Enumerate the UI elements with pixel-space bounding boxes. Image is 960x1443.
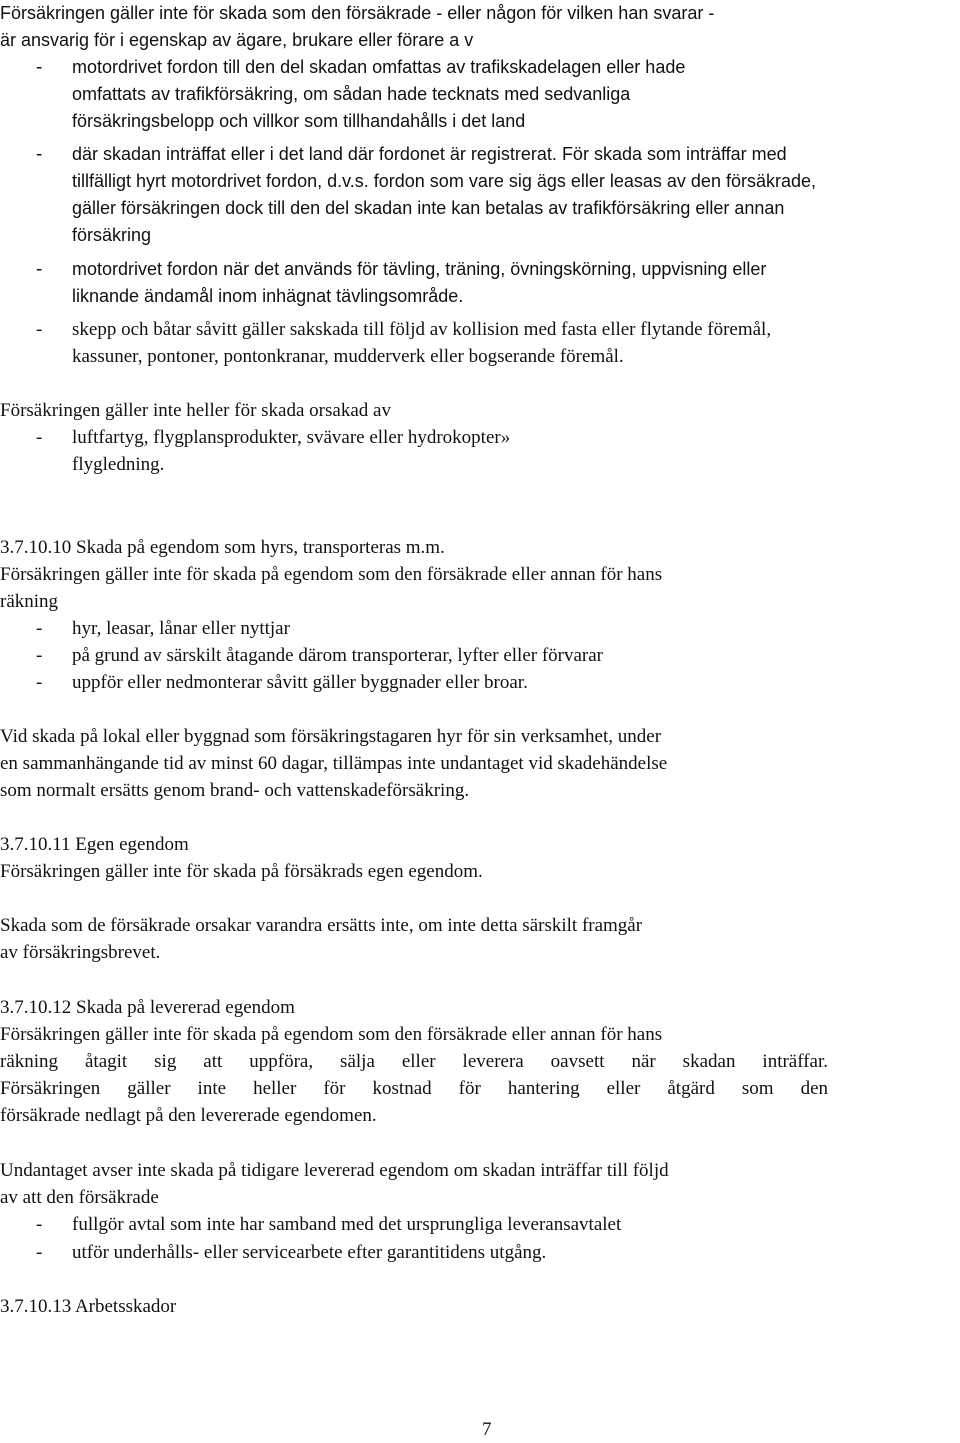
paragraph-line: Försäkringen gäller inte heller för kostnad för hantering eller åtgärd som den bbox=[0, 1078, 828, 1099]
list-item-line: motordrivet fordon när det används för tävling, träning, övningskörning, uppvisning eller bbox=[72, 259, 767, 279]
list-item-line: på grund av särskilt åtagande därom transporterar, lyfter eller förvarar bbox=[72, 645, 603, 666]
paragraph-line: är ansvarig för i egenskap av ägare, brukare eller förare a v bbox=[0, 30, 474, 50]
section-heading: 3.7.10.12 Skada på levererad egendom bbox=[0, 997, 295, 1018]
paragraph-line: en sammanhängande tid av minst 60 dagar, tillämpas inte undantaget vid skadehändelse bbox=[0, 753, 668, 774]
paragraph-line: Undantaget avser inte skada på tidigare levererad egendom om skadan inträffar till följd bbox=[0, 1160, 669, 1181]
list-item-line: motordrivet fordon till den del skadan omfattas av trafikskadelagen eller hade bbox=[72, 57, 686, 77]
list-item-line: flygledning. bbox=[72, 454, 165, 475]
paragraph-line: Försäkringen gäller inte för skada på egendom som den försäkrade eller annan för hans bbox=[0, 564, 663, 585]
list-dash: - bbox=[36, 645, 43, 666]
paragraph-line: Vid skada på lokal eller byggnad som försäkringstagaren hyr för sin verksamhet, under bbox=[0, 726, 662, 747]
section-heading: 3.7.10.13 Arbetsskador bbox=[0, 1296, 177, 1317]
list-item-line: hyr, leasar, lånar eller nyttjar bbox=[72, 618, 290, 639]
paragraph-line: av försäkringsbrevet. bbox=[0, 942, 161, 963]
list-item-line: skepp och båtar såvitt gäller sakskada till följd av kollision med fasta eller flytande föremål, bbox=[72, 319, 772, 340]
paragraph-line: av att den försäkrade bbox=[0, 1187, 159, 1208]
list-dash: - bbox=[36, 672, 43, 693]
list-item-line: försäkring bbox=[72, 225, 152, 245]
list-dash: - bbox=[36, 144, 43, 165]
list-dash: - bbox=[36, 1242, 43, 1263]
list-dash: - bbox=[36, 259, 43, 280]
list-dash: - bbox=[36, 1214, 43, 1235]
list-item-line: gäller försäkringen dock till den del skadan inte kan betalas av trafikförsäkring eller annan bbox=[72, 198, 785, 218]
paragraph-line: räkning åtagit sig att uppföra, sälja eller leverera oavsett när skadan inträffar. bbox=[0, 1051, 828, 1072]
paragraph-line: Försäkringen gäller inte för skada på försäkrads egen egendom. bbox=[0, 861, 483, 882]
section-heading: 3.7.10.11 Egen egendom bbox=[0, 834, 189, 855]
list-item-line: kassuner, pontoner, pontonkranar, mudderverk eller bogserande föremål. bbox=[72, 346, 624, 367]
list-item-line: försäkringsbelopp och villkor som tillhandahålls i det land bbox=[72, 111, 526, 131]
list-item-line: där skadan inträffat eller i det land där fordonet är registrerat. För skada som inträffar med bbox=[72, 144, 787, 164]
list-item-line: fullgör avtal som inte har samband med det ursprungliga leveransavtalet bbox=[72, 1214, 622, 1235]
list-item-line: tillfälligt hyrt motordrivet fordon, d.v.s. fordon som vare sig ägs eller leasas av den försäkrade, bbox=[72, 171, 817, 191]
paragraph-line: Försäkringen gäller inte heller för skada orsakad av bbox=[0, 400, 391, 421]
list-dash: - bbox=[36, 319, 43, 340]
paragraph-line: Försäkringen gäller inte för skada på egendom som den försäkrade eller annan för hans bbox=[0, 1024, 663, 1045]
list-dash: - bbox=[36, 618, 43, 639]
list-dash: - bbox=[36, 427, 43, 448]
list-item-line: uppför eller nedmonterar såvitt gäller byggnader eller broar. bbox=[72, 672, 528, 693]
paragraph-line: försäkrade nedlagt på den levererade egendomen. bbox=[0, 1105, 377, 1126]
list-item-line: utför underhålls- eller servicearbete efter garantitidens utgång. bbox=[72, 1242, 547, 1263]
paragraph-line: Försäkringen gäller inte för skada som den försäkrade - eller någon för vilken han svarar - bbox=[0, 3, 715, 23]
paragraph-line: Skada som de försäkrade orsakar varandra ersätts inte, om inte detta särskilt framgår bbox=[0, 915, 643, 936]
list-item-line: liknande ändamål inom inhägnat tävlingsområde. bbox=[72, 286, 464, 306]
list-dash: - bbox=[36, 57, 43, 78]
paragraph-line: som normalt ersätts genom brand- och vattenskadeförsäkring. bbox=[0, 780, 470, 801]
list-item-line: omfattats av trafikförsäkring, om sådan hade tecknats med sedvanliga bbox=[72, 84, 631, 104]
paragraph-line: räkning bbox=[0, 591, 59, 612]
section-heading: 3.7.10.10 Skada på egendom som hyrs, transporteras m.m. bbox=[0, 537, 445, 558]
list-item-line: luftfartyg, flygplansprodukter, svävare eller hydrokopter» bbox=[72, 427, 511, 448]
page-number: 7 bbox=[482, 1419, 492, 1440]
